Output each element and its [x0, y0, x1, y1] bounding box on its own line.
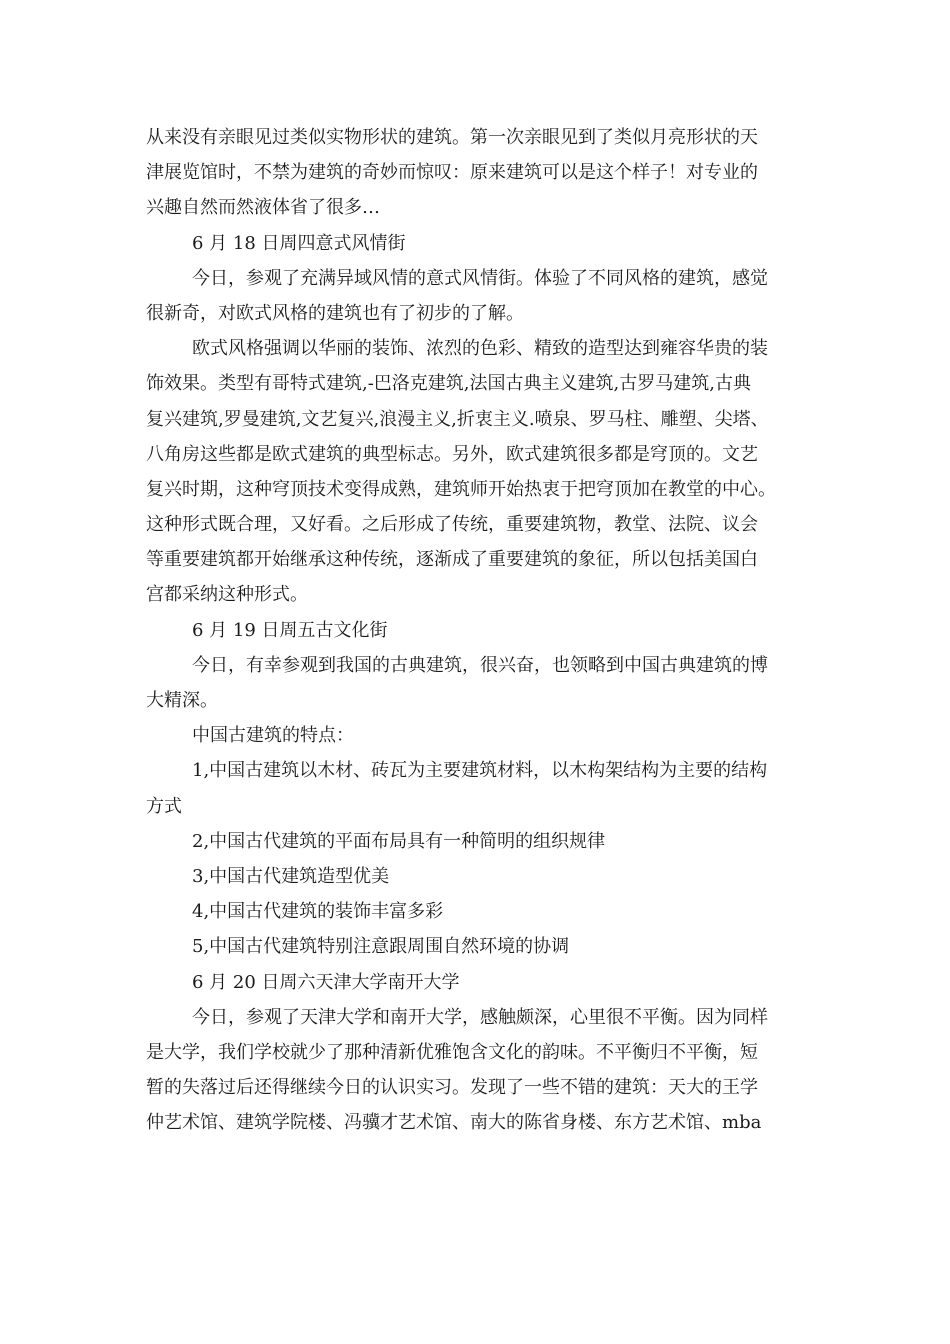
text-line: 今日，有幸参观到我国的古典建筑，很兴奋，也领略到中国古典建筑的博	[192, 654, 768, 676]
text-line: 复兴时期，这种穹顶技术变得成熟，建筑师开始热衷于把穹顶加在教堂的中心。	[146, 478, 776, 500]
text-line: 5,中国古代建筑特别注意跟周围自然环境的协调	[192, 936, 570, 958]
text-line: 津展览馆时，不禁为建筑的奇妙而惊叹：原来建筑可以是这个样子！对专业的	[146, 162, 758, 184]
text-line: 八角房这些都是欧式建筑的典型标志。另外，欧式建筑很多都是穹顶的。文艺	[146, 443, 758, 465]
text-line: 等重要建筑都开始继承这种传统，逐渐成了重要建筑的象征，所以包括美国白	[146, 549, 758, 571]
text-line: 6 月 20 日周六天津大学南开大学	[192, 971, 460, 993]
text-line: 今日，参观了充满异域风情的意式风情街。体验了不同风格的建筑，感觉	[192, 267, 768, 289]
text-line: 从来没有亲眼见过类似实物形状的建筑。第一次亲眼见到了类似月亮形状的天	[146, 127, 758, 148]
text-line: 1,中国古建筑以木材、砖瓦为主要建筑材料，以木构架结构为主要的结构	[192, 760, 768, 782]
text-line: 2,中国古代建筑的平面布局具有一种简明的组织规律	[192, 830, 606, 852]
text-line: 大精深。	[146, 690, 218, 711]
text-line: 很新奇，对欧式风格的建筑也有了初步的了解。	[146, 302, 524, 324]
text-line: 3,中国古代建筑造型优美	[192, 865, 390, 887]
text-line: 4,中国古代建筑的装饰丰富多彩	[192, 901, 444, 923]
text-line: 方式	[146, 795, 182, 817]
text-line: 欧式风格强调以华丽的装饰、浓烈的色彩、精致的造型达到雍容华贵的装	[192, 338, 768, 360]
text-line: 仲艺术馆、建筑学院楼、冯骥才艺术馆、南大的陈省身楼、东方艺术馆、mba	[146, 1112, 762, 1134]
text-line: 是大学，我们学校就少了那种清新优雅饱含文化的韵味。不平衡归不平衡，短	[146, 1041, 758, 1063]
text-line: 6 月 18 日周四意式风情街	[192, 232, 406, 254]
text-line: 6 月 19 日周五古文化街	[192, 619, 388, 641]
document-body	[146, 120, 826, 1140]
text-line: 兴趣自然而然液体省了很多…	[146, 197, 380, 219]
text-line: 暂的失落过后还得继续今日的认识实习。发现了一些不错的建筑：天大的王学	[146, 1077, 758, 1099]
text-line: 这种形式既合理，又好看。之后形成了传统，重要建筑物，教堂、法院、议会	[146, 514, 758, 536]
text-line: 中国古建筑的特点：	[192, 725, 354, 747]
text-line: 复兴建筑,罗曼建筑,文艺复兴,浪漫主义,折衷主义.喷泉、罗马柱、雕塑、尖塔、	[146, 408, 769, 430]
text-line: 饰效果。类型有哥特式建筑,-巴洛克建筑,法国古典主义建筑,古罗马建筑,古典	[146, 373, 751, 395]
text-line: 宫都采纳这种形式。	[146, 584, 308, 606]
text-line: 今日，参观了天津大学和南开大学，感触颇深，心里很不平衡。因为同样	[192, 1006, 768, 1028]
